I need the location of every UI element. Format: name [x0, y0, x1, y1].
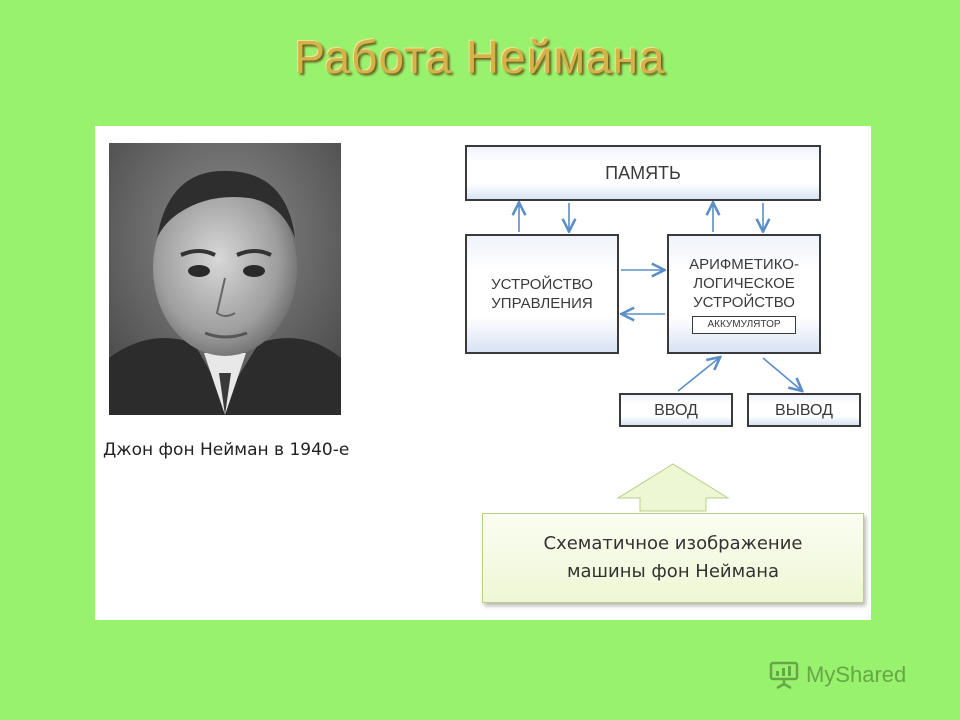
watermark-text: MyShared — [806, 662, 907, 687]
watermark-logo — [768, 658, 906, 692]
control-unit-box — [465, 234, 619, 354]
control-unit-label-line1: УСТРОЙСТВО — [491, 276, 593, 293]
slide-title: Работа Неймана — [294, 31, 666, 83]
alu-label-line3: УСТРОЙСТВО — [693, 293, 795, 311]
alu-label-line1: АРИФМЕТИКО- — [689, 255, 799, 273]
accumulator-box: АККУМУЛЯТОР — [692, 316, 795, 334]
output-box — [747, 393, 861, 427]
callout-box — [482, 513, 864, 603]
input-label: ВВОД — [654, 401, 698, 419]
arrow-alu-to-output — [763, 358, 801, 390]
callout-pointer-arrow — [618, 464, 728, 511]
output-label: ВЫВОД — [775, 401, 833, 419]
photo-caption: Джон фон Нейман в 1940-е — [103, 440, 350, 460]
presentation-board-icon — [768, 660, 800, 690]
arrow-input-to-alu — [678, 358, 719, 391]
alu-box — [667, 234, 821, 354]
memory-label: ПАМЯТЬ — [605, 162, 681, 183]
control-unit-label-line2: УПРАВЛЕНИЯ — [491, 295, 593, 312]
alu-label-line2: ЛОГИЧЕСКОЕ — [693, 274, 795, 292]
callout-line2: машины фон Неймана — [566, 561, 780, 582]
content-card — [95, 126, 871, 620]
input-box — [619, 393, 733, 427]
memory-box — [465, 145, 821, 201]
callout-line1: Схематичное изображение — [543, 533, 803, 554]
